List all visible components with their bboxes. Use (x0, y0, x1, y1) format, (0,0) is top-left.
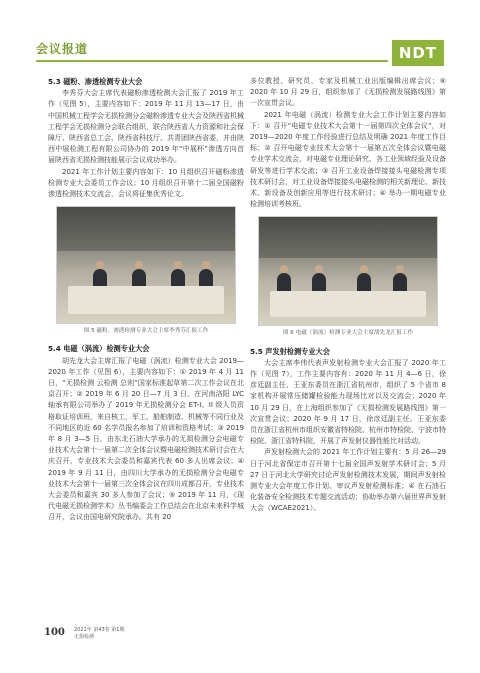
paragraph: 多位教授、研究员、专家及机械工业出版编辑出席会议；⑥ 2020 年 10 月 29 日，组织参加了《无损检测发展路线图》第一次宣贯会议。 (250, 77, 446, 108)
paragraph: 声发射检测大会的 2021 年工作计划主要有：5 月 26—29 日于河北省保定市召开第十七届全国声发射学术研讨会；5 月 27 日于河北大学研究讨论声发射检测技术发展，期间声发射检测专业大会年度工作计划、审议声发射检测标准；④ 在石油石化装备安全检测技术专题交流活动；协助举办第六届世界声发射大会（WCAE2021）。 (250, 448, 446, 513)
left-column (48, 76, 244, 524)
right-column (250, 76, 446, 515)
meeting-photo-figure-6 (258, 216, 438, 326)
figure-caption: 图 5 磁粉、渗透检测专业大会主席李秀芬汇报工作 (83, 328, 209, 335)
figure-caption: 图 6 电磁（涡流）检测专业大会主席胡先龙汇报工作 (282, 330, 414, 337)
header-divider (36, 60, 388, 62)
paragraph: 胡先龙大会主席汇报了电磁（涡流）检测专业大会 2019—2020 年工作（见图 6），主要内容如下：① 2019 年 4 月 11 日，“无损检测 云检测 总则”国家标准起草第二次工作会议在北京召开；② 2019 年 6 月 20 日—7 月 3 日，在河南洛阳 LYC 轴承有限公司举办了 2019 年无损检测分会 ET-I、II 级人员资格取证培训班，来自核工、军工、船舶制造、机械等不同行业及不同地区的近 60 名学员报名参加了培训和资格考试；③ 2019 年 8 月 3—5 日，由东北石油大学承办的无损检测分会电磁专业技术大会第十一届第二次全体会议暨电磁检测技术研讨会在大庆召开，专业技术大会委员和嘉宾代表 60 多人出席会议；④ 2019 年 9 月 11 日，由四川大学承办的无损检测分会电磁专业技术大会第十一届第三次全体会议在四川成都召开，专业技术大会委员和嘉宾 30 多人参加了会议；⑤ 2019 年 11 月，《现代电磁无损检测学术》丛书编委会工作总结会在北京未来科学城召开，会议由国电研究院承办。共有 20 (48, 356, 244, 522)
issue-info: 2021年 第43卷 第1期 (74, 627, 125, 633)
section-title-5-3: 5.3 磁粉、渗透检测专业大会 (48, 77, 143, 86)
section-title-5-5: 5.5 声发射检测专业大会 (250, 346, 330, 356)
page-number: 100 (44, 627, 65, 638)
paragraph: 李秀芬大会主席代表磁粉渗透检测大会汇报了 2019 年工作（见图 5），主要内容如下：2019 年 11 月 13—17 日，由中国机械工程学会无损检测分会磁粉渗透专业大会及陕西省机械工程学会无损检测分会联合组织，联合陕西省人力资源和社会保障厅、陕西省总工会、陕西省科技厅、共青团陕西省委，并由陕西中展检测工程有限公司协办的 2019 年“中展杯”渗透方向首届陕西省无损检测技能展示会议成功举办。 (48, 89, 244, 165)
paragraph: 2021 年电磁（涡流）检测专业大会工作计划主要内容如下：① 召开“电磁专业技术大会第十一届第四次全体会议”，对 2019—2020 年度工作经验进行总结及明确 2021 年度工作目标；② 召开电磁专业技术大会第十一届第五次全体会议暨电磁专业学术交流会，对电磁专业理论研究、各工业领域经验及设备研发等进行学术交流；③ 召开工业设备焊接接头电磁检测专项技术研讨会，对工业设备焊接接头电磁检测的相关新理论、新技术、新设备及创新应用等进行技术研讨；④ 举办一期电磁专业检测培训考核班。 (250, 110, 446, 209)
paragraph: 大会主席李伟代表声发射检测专业大会汇报了 2020 年工作（见图 7），工作主要内容有：2020 年 11 月 4—6 日，徐彦廷副主任、王亚东委员在浙江省杭州市，组织了 5 个省市 8 家机构开展常压储罐检验能力现场比对以及交流会；2020 年 10 月 29 日，在上海组织参加了《无损检测发展路线图》第一次宣贯会议；2020 年 9 月 17 日，徐彦廷副主任、王亚东委员在浙江省杭州市组织安徽省特检院、杭州市特检院、宁波市特检院、浙江省特科院，开展了声发射仪器性能比对活动。 (250, 358, 446, 446)
journal-info (74, 627, 124, 641)
meeting-photo-figure-5 (56, 206, 236, 324)
ndt-logo: NDT (392, 40, 444, 66)
section-header-title: 会议报道 (36, 42, 89, 56)
section-title-5-4: 5.4 电磁（涡流）检测专业大会 (48, 344, 150, 354)
journal-name: 无损检测 (74, 634, 95, 640)
paragraph: 2021 年工作计划主要内容如下：10 月组织召开磁粉渗透检测专业大会委员工作会议；10 月组织召开第十二届全国磁粉渗透检测技术交流会，会议将征集优秀论文。 (48, 167, 244, 199)
